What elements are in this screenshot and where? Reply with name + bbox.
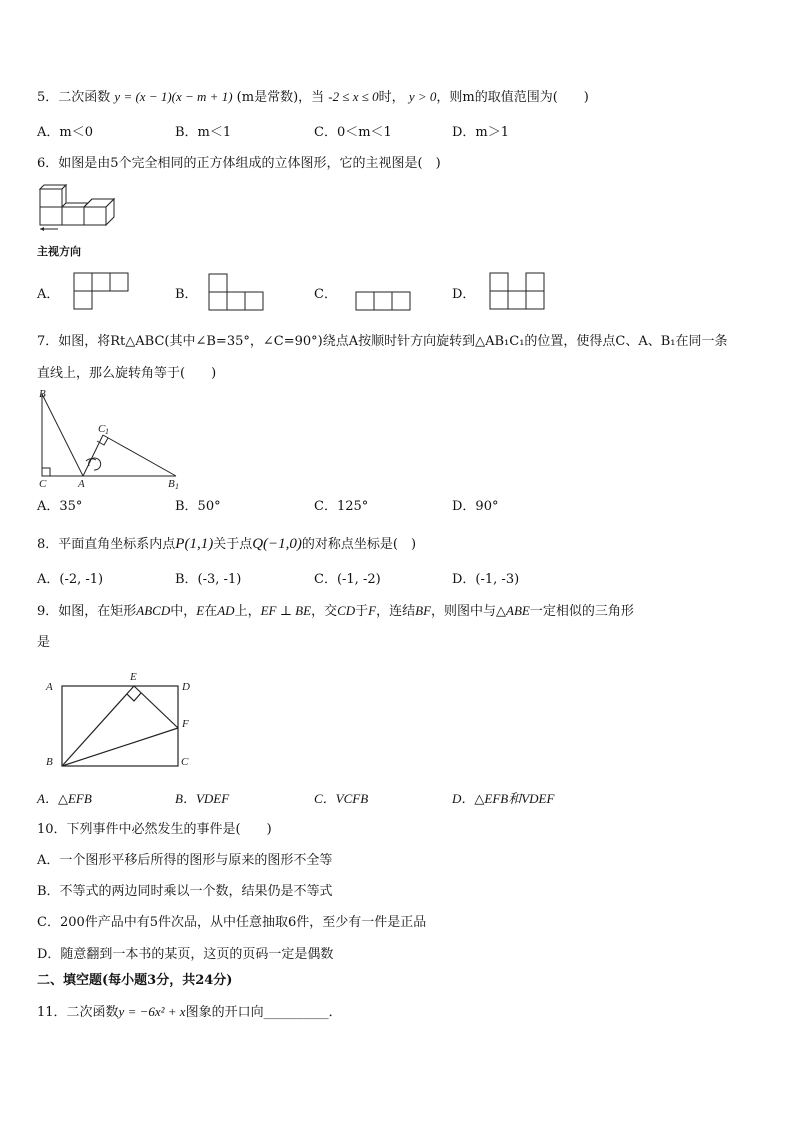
cube-front-face [40,207,62,225]
q5-mid: (m是常数)，当 [236,90,325,105]
q10-option-c: C．200件产品中有5件次品，从中任意抽取6件，至少有一件是正品 [37,915,427,930]
q5-condition-x: -2 ≤ x ≤ 0 [328,89,379,104]
q10-option-d: D．随意翻到一本书的某页，这页的页码一定是偶数 [37,947,334,962]
q10-option-a: A．一个图形平移后所得的图形与原来的图形不全等 [37,853,333,868]
label-c: C [181,756,189,768]
q6-cube-figure [36,185,126,235]
q11-prefix: 11．二次函数 [37,1005,119,1020]
q9-triangle-abe: △ABE [496,603,530,618]
q5-option-a: A．m＜0 [37,125,93,140]
q11-formula: y = −6x² + x [118,1004,186,1019]
q9-abcd: ABCD [136,603,171,618]
q11-stem [37,1003,342,1022]
q6-stem: 6．如图是由5个完全相同的正方体组成的立体图形，它的主视图是( ) [37,156,441,171]
label-f: F [182,718,189,730]
q9-bf: BF [415,603,432,618]
label-b1-sub: 1 [175,482,179,491]
q5-prefix: 5．二次函数 [37,90,111,105]
q9-ef-perp-be: EF ⊥ BE [260,603,312,618]
q8-mid: 关于点 [213,537,253,552]
cube-front-face [62,207,84,225]
q5-stem [37,88,589,107]
segment-c1b1 [103,435,176,476]
q7-option-a: A．35° [37,499,83,514]
arrow-head [40,227,44,231]
q5-option-b: B．m＜1 [175,125,232,140]
q10-option-b: B．不等式的两边同时乘以一个数，结果仍是不等式 [37,884,333,899]
q10-stem: 10．下列事件中必然发生的事件是( ) [37,822,272,837]
q6-view-direction-label: 主视方向 [37,245,81,258]
q9-text: ，则图中与 [431,604,497,619]
cube-front-face [40,189,62,207]
q9-text: 于 [355,604,369,619]
q9-e: E [196,603,205,618]
q5-suffix: ，则m的取值范围为( ) [436,90,589,105]
q9-option-a: A．△EFB [37,791,92,806]
q9-option-b: B．VDEF [175,791,230,806]
q5-condition-y: y > 0 [408,89,437,104]
q6-option-d-shape [489,272,549,312]
q8-point-p: P(1,1) [175,536,214,552]
q9-text: ，连结 [376,604,416,619]
q5-formula: y = (x − 1)(x − m + 1) [114,89,233,104]
q6-option-d-letter: D． [452,287,476,302]
q8-prefix: 8．平面直角坐标系内点 [37,537,176,552]
q9-cd: CD [337,603,356,618]
right-angle-e [127,693,141,701]
section-heading-fill-in: 二、填空题(每小题3分，共24分) [37,973,233,988]
q9-text: 中， [170,604,197,619]
q7-option-d: D．90° [452,499,499,514]
right-angle-c [42,468,50,476]
rotation-arc-inner [89,458,101,470]
q9-rectangle-figure [40,668,200,773]
q8-option-c: C．(-1, -2) [314,572,381,587]
q6-option-c-shape [355,291,415,311]
label-b: B [39,388,46,400]
q6-option-b-shape [208,273,268,311]
q9-f: F [368,603,377,618]
q8-point-q: Q(−1,0) [252,536,302,552]
q6-option-c-letter: C． [314,287,337,302]
q7-triangle-figure [36,388,186,491]
q7-stem-line1: 7．如图，将Rt△ABC(其中∠B=35°，∠C=90°)绕点A按顺时针方向旋转到△AB₁C₁的位置，使得点C、A、B₁在同一条 [37,334,728,349]
q9-text: 9．如图，在矩形 [37,604,137,619]
segment-ba [42,394,83,476]
label-d: D [182,681,190,693]
label-c1-sub: 1 [105,427,109,436]
q6-option-b-letter: B． [175,287,198,302]
q9-stem-line1 [37,602,634,621]
q9-stem-line2: 是 [37,635,51,650]
q7-option-c: C．125° [314,499,369,514]
q9-text: 在 [204,604,218,619]
q9-option-c: C．VCFB [314,791,369,806]
q9-text: 一定相似的三角形 [529,604,634,619]
q11-suffix: 图象的开口向__________． [185,1005,342,1020]
rectangle-abcd [62,686,178,766]
segment-ef [134,686,178,728]
q7-option-b: B．50° [175,499,221,514]
q7-stem-line2: 直线上，那么旋转角等于( ) [37,366,217,381]
label-b1: B [168,478,175,490]
q5-mid2: 时， [378,90,405,105]
q9-option-d: D．△EFB和VDEF [452,791,555,806]
label-e: E [130,671,137,683]
label-a: A [46,681,53,693]
q8-suffix: 的对称点坐标是( ) [301,537,417,552]
label-c: C [39,478,47,490]
q5-option-c: C．0＜m＜1 [314,125,392,140]
q6-option-a-shape [73,272,131,310]
q8-option-d: D．(-1, -3) [452,572,520,587]
q5-option-d: D．m＞1 [452,125,510,140]
q8-option-a: A．(-2, -1) [37,572,104,587]
q9-text: 上， [234,604,261,619]
q9-text: ，交 [311,604,338,619]
q6-option-a-letter: A． [37,287,60,302]
segment-ac1 [83,435,103,476]
label-b: B [46,756,53,768]
q9-ad: AD [217,603,235,618]
label-a: A [78,478,85,490]
q8-option-b: B．(-3, -1) [175,572,242,587]
q8-stem [37,535,416,554]
cube-front-face [84,207,106,225]
label-c1: C [98,423,106,435]
